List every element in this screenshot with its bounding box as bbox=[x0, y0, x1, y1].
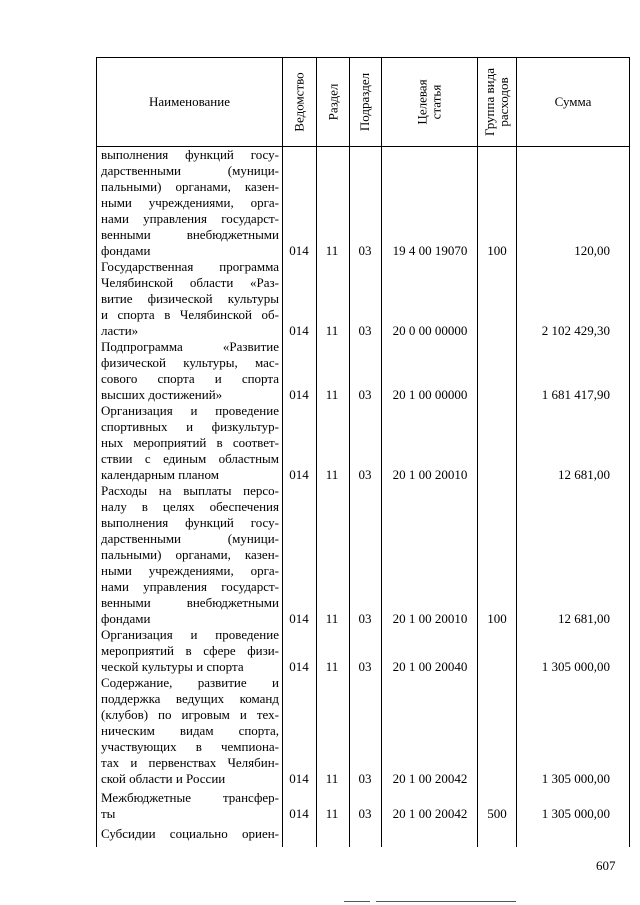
row-7-razdel: 11 bbox=[325, 771, 339, 786]
text-line: витие физической культуры bbox=[101, 291, 279, 306]
col-divider bbox=[477, 57, 478, 847]
text-line: пальными) органами, казен- bbox=[101, 179, 279, 194]
row-7-podrazdel: 03 bbox=[358, 771, 372, 786]
row-6-celevaya: 20 1 00 20040 bbox=[392, 659, 468, 674]
text-line: участвующих в чемпиона- bbox=[101, 739, 279, 754]
footer-rule bbox=[344, 901, 370, 902]
row-8-description bbox=[101, 790, 279, 822]
row-6-vedomstvo: 014 bbox=[289, 659, 309, 674]
row-3-description bbox=[101, 339, 279, 403]
text-line: и спорта в Челябинской об- bbox=[101, 307, 279, 322]
text-line: (клубов) по игровым и тех- bbox=[101, 707, 279, 722]
row-1-podrazdel: 03 bbox=[358, 243, 372, 258]
row-3-podrazdel: 03 bbox=[358, 387, 372, 402]
text-line: ными учреждениями, орга- bbox=[101, 195, 279, 210]
row-1-description bbox=[101, 147, 279, 259]
table-left-border bbox=[96, 57, 97, 847]
col-divider bbox=[516, 57, 517, 847]
row-2-celevaya: 20 0 00 00000 bbox=[392, 323, 468, 338]
text-line: ской области и России bbox=[101, 771, 226, 786]
row-2-vedomstvo: 014 bbox=[289, 323, 309, 338]
text-line: ствии с единым областным bbox=[101, 451, 279, 466]
text-line: Государственная программа bbox=[101, 259, 279, 274]
text-line: поддержка ведущих команд bbox=[101, 691, 279, 706]
row-8-gruppa: 500 bbox=[487, 806, 507, 821]
header-podrazdel-label: Подраздел bbox=[357, 72, 373, 132]
row-5-vedomstvo: 014 bbox=[289, 611, 309, 626]
page-number: 607 bbox=[596, 858, 616, 873]
text-line: выполнения функций госу- bbox=[101, 515, 279, 530]
row-7-description bbox=[101, 675, 279, 787]
header-vedomstvo-label: Ведомство bbox=[291, 72, 307, 132]
table-right-border bbox=[629, 57, 630, 847]
header-razdel bbox=[317, 58, 349, 146]
row-7-celevaya: 20 1 00 20042 bbox=[392, 771, 468, 786]
text-line: высших достижений» bbox=[101, 387, 223, 402]
row-7-summa: 1 305 000,00 bbox=[541, 771, 610, 786]
text-line: Челябинской области «Раз- bbox=[101, 275, 279, 290]
text-line: пальными) органами, казен- bbox=[101, 547, 279, 562]
text-line: ты bbox=[101, 806, 116, 821]
col-divider bbox=[282, 57, 283, 847]
row-6-summa: 1 305 000,00 bbox=[541, 659, 610, 674]
row-5-description bbox=[101, 483, 279, 627]
text-line: Организация и проведение bbox=[101, 403, 279, 418]
row-5-celevaya: 20 1 00 20010 bbox=[392, 611, 468, 626]
row-2-razdel: 11 bbox=[325, 323, 339, 338]
text-line: ническим видам спорта, bbox=[101, 723, 279, 738]
row-7-vedomstvo: 014 bbox=[289, 771, 309, 786]
header-podrazdel bbox=[350, 58, 381, 146]
row-4-vedomstvo: 014 bbox=[289, 467, 309, 482]
footer-rule bbox=[376, 901, 516, 902]
text-line: Содержание, развитие и bbox=[101, 675, 279, 690]
row-2-podrazdel: 03 bbox=[358, 323, 372, 338]
col-divider bbox=[349, 57, 350, 847]
row-4-description bbox=[101, 403, 279, 483]
text-line: фондами bbox=[101, 611, 151, 626]
text-line: венными внебюджетными bbox=[101, 227, 279, 242]
header-gruppa bbox=[478, 58, 516, 146]
col-divider bbox=[316, 57, 317, 847]
text-line: ных мероприятий в соответ- bbox=[101, 435, 279, 450]
row-4-summa: 12 681,00 bbox=[558, 467, 610, 482]
row-1-celevaya: 19 4 00 19070 bbox=[392, 243, 468, 258]
row-5-podrazdel: 03 bbox=[358, 611, 372, 626]
row-8-summa: 1 305 000,00 bbox=[541, 806, 610, 821]
text-line: Подпрограмма «Развитие bbox=[101, 339, 279, 354]
row-4-razdel: 11 bbox=[325, 467, 339, 482]
header-summa bbox=[517, 58, 629, 146]
row-6-description bbox=[101, 627, 279, 675]
text-line: выполнения функций госу- bbox=[101, 147, 279, 162]
header-name bbox=[97, 58, 282, 146]
text-line: Межбюджетные трансфер- bbox=[101, 790, 279, 805]
row-5-gruppa: 100 bbox=[487, 611, 507, 626]
row-1-summa: 120,00 bbox=[574, 243, 610, 258]
row-1-razdel: 11 bbox=[325, 243, 339, 258]
text-line: ными учреждениями, орга- bbox=[101, 563, 279, 578]
header-name-label: Наименование bbox=[149, 94, 230, 109]
text-line: дарственными (муници- bbox=[101, 531, 279, 546]
row-8-razdel: 11 bbox=[325, 806, 339, 821]
header-celevaya-label: Целевая статья bbox=[414, 79, 444, 125]
row-9-description bbox=[101, 826, 279, 842]
row-3-vedomstvo: 014 bbox=[289, 387, 309, 402]
row-1-gruppa: 100 bbox=[487, 243, 507, 258]
header-vedomstvo bbox=[283, 58, 316, 146]
text-line: календарным планом bbox=[101, 467, 219, 482]
text-line: спортивных и физкультур- bbox=[101, 419, 279, 434]
row-3-razdel: 11 bbox=[325, 387, 339, 402]
text-line: физической культуры, мас- bbox=[101, 355, 279, 370]
row-2-description bbox=[101, 259, 279, 339]
row-5-razdel: 11 bbox=[325, 611, 339, 626]
row-5-summa: 12 681,00 bbox=[558, 611, 610, 626]
text-line: нами управления государст- bbox=[101, 579, 279, 594]
row-6-razdel: 11 bbox=[325, 659, 339, 674]
text-line: ласти» bbox=[101, 323, 139, 338]
text-line: Субсидии социально ориен- bbox=[101, 826, 279, 841]
text-line: фондами bbox=[101, 243, 151, 258]
text-line: дарственными (муници- bbox=[101, 163, 279, 178]
row-4-celevaya: 20 1 00 20010 bbox=[392, 467, 468, 482]
row-1-vedomstvo: 014 bbox=[289, 243, 309, 258]
text-line: венными внебюджетными bbox=[101, 595, 279, 610]
row-8-vedomstvo: 014 bbox=[289, 806, 309, 821]
text-line: Организация и проведение bbox=[101, 627, 279, 642]
header-summa-label: Сумма bbox=[554, 94, 592, 109]
row-4-podrazdel: 03 bbox=[358, 467, 372, 482]
text-line: мероприятий в сфере физи- bbox=[101, 643, 279, 658]
text-line: Расходы на выплаты персо- bbox=[101, 483, 279, 498]
col-divider bbox=[381, 57, 382, 847]
text-line: тах и первенствах Челябин- bbox=[101, 755, 279, 770]
row-6-podrazdel: 03 bbox=[358, 659, 372, 674]
text-line: ческой культуры и спорта bbox=[101, 659, 244, 674]
row-2-summa: 2 102 429,30 bbox=[541, 323, 610, 338]
header-celevaya bbox=[382, 58, 477, 146]
row-8-celevaya: 20 1 00 20042 bbox=[392, 806, 468, 821]
text-line: налу в целях обеспечения bbox=[101, 499, 279, 514]
text-line: сового спорта и спорта bbox=[101, 371, 279, 386]
row-8-podrazdel: 03 bbox=[358, 806, 372, 821]
header-razdel-label: Раздел bbox=[325, 83, 340, 121]
row-3-summa: 1 681 417,90 bbox=[541, 387, 610, 402]
header-gruppa-label: Группа вида расходов bbox=[482, 68, 512, 136]
row-3-celevaya: 20 1 00 00000 bbox=[392, 387, 468, 402]
text-line: нами управления государст- bbox=[101, 211, 279, 226]
